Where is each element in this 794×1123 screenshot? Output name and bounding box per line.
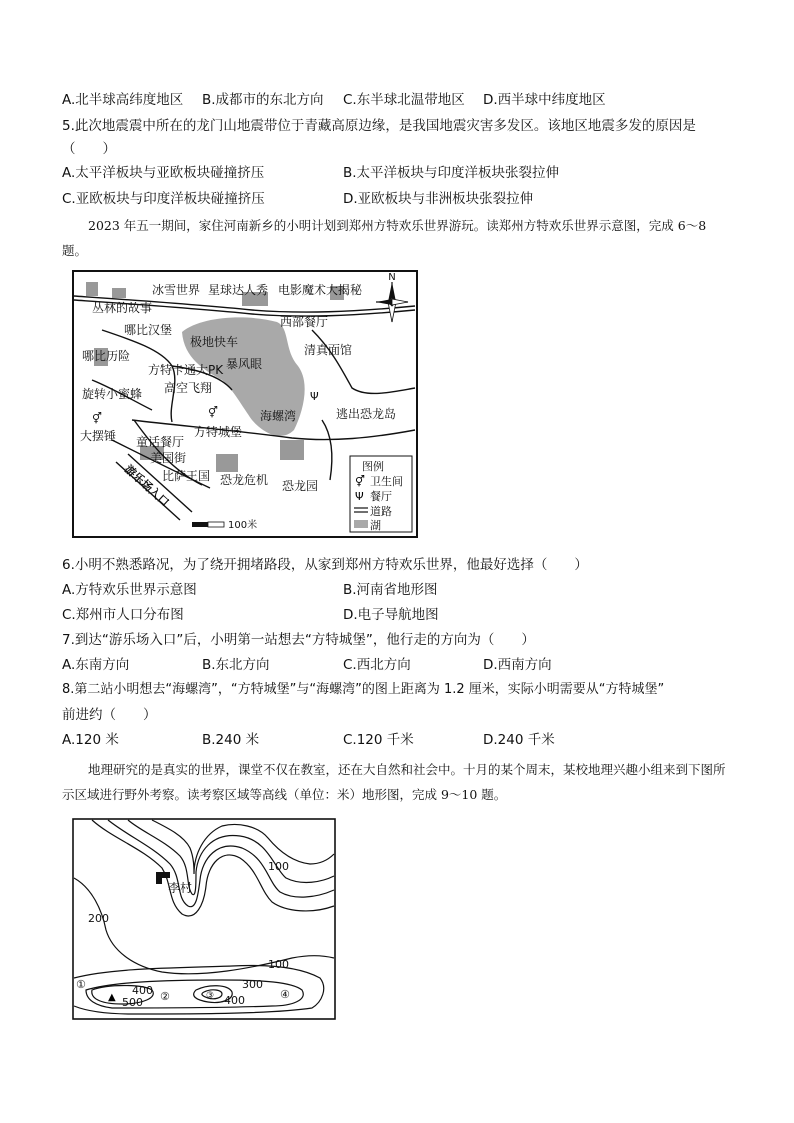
q6-option-d: D.电子导航地图	[343, 607, 439, 623]
svg-text:餐厅: 餐厅	[370, 490, 392, 503]
label-nabi-adventure: 哪比历险	[82, 349, 131, 363]
label-american-street: 美国街	[150, 451, 187, 465]
q7-stem: 7.到达“游乐场入口”后，小明第一站想去“方特城堡”，他行走的方向为（ ）	[62, 632, 535, 648]
point-4: ④	[280, 988, 290, 1001]
q7-option-d: D.西南方向	[483, 657, 552, 673]
toilet-icon: ⚥	[208, 406, 218, 419]
point-1: ①	[76, 978, 86, 991]
svg-text:500: 500	[122, 996, 143, 1009]
svg-text:100米: 100米	[228, 520, 258, 531]
label-nabi-burger: 哪比汉堡	[124, 323, 173, 337]
village-marker	[156, 872, 170, 878]
label-conch-bay: 海螺湾	[260, 409, 297, 423]
q7-option-c: C.西北方向	[343, 657, 411, 673]
restaurant-icon: Ψ	[310, 390, 319, 403]
label-pendulum: 大摆锤	[80, 429, 117, 443]
point-3: ③	[206, 991, 215, 1001]
q8-option-c: C.120 千米	[343, 732, 414, 748]
svg-text:卫生间: 卫生间	[370, 475, 403, 488]
q8-option-b: B.240 米	[202, 732, 260, 748]
q4-option-a: A.北半球高纬度地区	[62, 92, 184, 108]
q5-option-b: B.太平洋板块与印度洋板块张裂拉伸	[343, 165, 560, 181]
q4-option-d: D.西半球中纬度地区	[483, 92, 606, 108]
toilet-icon: ⚥	[92, 412, 102, 425]
svg-text:道路: 道路	[370, 505, 392, 518]
q5-blank: （ ）	[62, 141, 116, 157]
label-spinning-bee: 旋转小蜜蜂	[82, 387, 143, 401]
q4-option-b: B.成都市的东北方向	[202, 92, 324, 108]
passage-fangte: 2023 年五一期间，家住河南新乡的小明计划到郑州方特欢乐世界游玩。读郑州方特欢乐世界示意图，完成 6～8 题。	[62, 218, 707, 258]
label-movie-magic: 电影魔术大揭秘	[278, 283, 363, 297]
restaurant-icon: Ψ	[355, 490, 364, 503]
fangte-park-map	[72, 270, 418, 538]
svg-text:100: 100	[268, 860, 289, 873]
q8-stem-line2: 前进约（ ）	[62, 707, 157, 723]
point-2: ②	[160, 990, 170, 1003]
svg-text:N: N	[388, 272, 396, 283]
label-dino-park: 恐龙园	[282, 479, 319, 493]
q5-stem: 5.此次地震震中所在的龙门山地震带位于青藏高原边缘，是我国地震灾害多发区。该地区地震多发的原因是	[62, 118, 696, 134]
q5-option-c: C.亚欧板块与印度洋板块碰撞挤压	[62, 191, 265, 207]
label-fairy-restaurant: 童话餐厅	[136, 435, 185, 449]
label-polar-express: 极地快车	[190, 335, 239, 349]
svg-text:图例: 图例	[362, 460, 384, 473]
q8-stem-line1: 8.第二站小明想去“海螺湾”，“方特城堡”与“海螺湾”的图上距离为 1.2 厘米，实际小明需要从“方特城堡”	[62, 682, 665, 697]
label-cartoon-pk: 方特卡通大PK	[148, 363, 224, 377]
svg-text:400: 400	[224, 994, 245, 1007]
label-western-restaurant: 西部餐厅	[280, 315, 329, 329]
peak-triangle-icon: ▲	[108, 992, 116, 1003]
q6-option-a: A.方特欢乐世界示意图	[62, 582, 197, 598]
q7-option-b: B.东北方向	[202, 657, 270, 673]
q5-option-d: D.亚欧板块与非洲板块张裂拉伸	[343, 191, 534, 207]
contour-map	[72, 818, 336, 1020]
label-fangte-castle: 方特城堡	[194, 425, 243, 439]
label-ice-world: 冰雪世界	[152, 283, 201, 297]
map-legend	[350, 456, 412, 532]
label-sky-flight: 高空飞翔	[164, 381, 213, 395]
q8-option-a: A.120 米	[62, 732, 119, 748]
svg-text:湖: 湖	[370, 519, 381, 532]
q6-option-b: B.河南省地形图	[343, 582, 438, 598]
q6-option-c: C.郑州市人口分布图	[62, 607, 184, 623]
label-star-show: 星球达人秀	[208, 283, 269, 297]
svg-text:100: 100	[268, 958, 289, 971]
svg-text:200: 200	[88, 912, 109, 925]
label-halal-noodle: 清真面馆	[304, 343, 353, 357]
svg-text:300: 300	[242, 978, 263, 991]
label-storm-eye: 暴风眼	[226, 357, 263, 371]
label-jungle-story: 丛林的故事	[92, 301, 153, 315]
toilet-icon: ⚥	[355, 475, 365, 488]
label-pizza-kingdom: 比萨王国	[162, 469, 211, 483]
q5-option-a: A.太平洋板块与亚欧板块碰撞挤压	[62, 165, 265, 181]
passage-fieldtrip: 地理研究的是真实的世界，课堂不仅在教室，还在大自然和社会中。十月的某个周末，某校地理兴趣小组来到下图所示区域进行野外考察。读考察区域等高线（单位：米）地形图，完成 9～10 题。	[62, 762, 726, 802]
q8-option-d: D.240 千米	[483, 732, 555, 748]
label-entrance: 游乐场入口	[121, 462, 172, 510]
village-label: 李村	[168, 881, 193, 895]
q7-option-a: A.东南方向	[62, 657, 130, 673]
svg-text:400: 400	[132, 984, 153, 997]
label-dino-crisis: 恐龙危机	[220, 473, 269, 487]
q4-option-c: C.东半球北温带地区	[343, 92, 465, 108]
q6-stem: 6.小明不熟悉路况，为了绕开拥堵路段，从家到郑州方特欢乐世界，他最好选择（ ）	[62, 557, 588, 573]
label-escape-dino-island: 逃出恐龙岛	[336, 407, 397, 421]
